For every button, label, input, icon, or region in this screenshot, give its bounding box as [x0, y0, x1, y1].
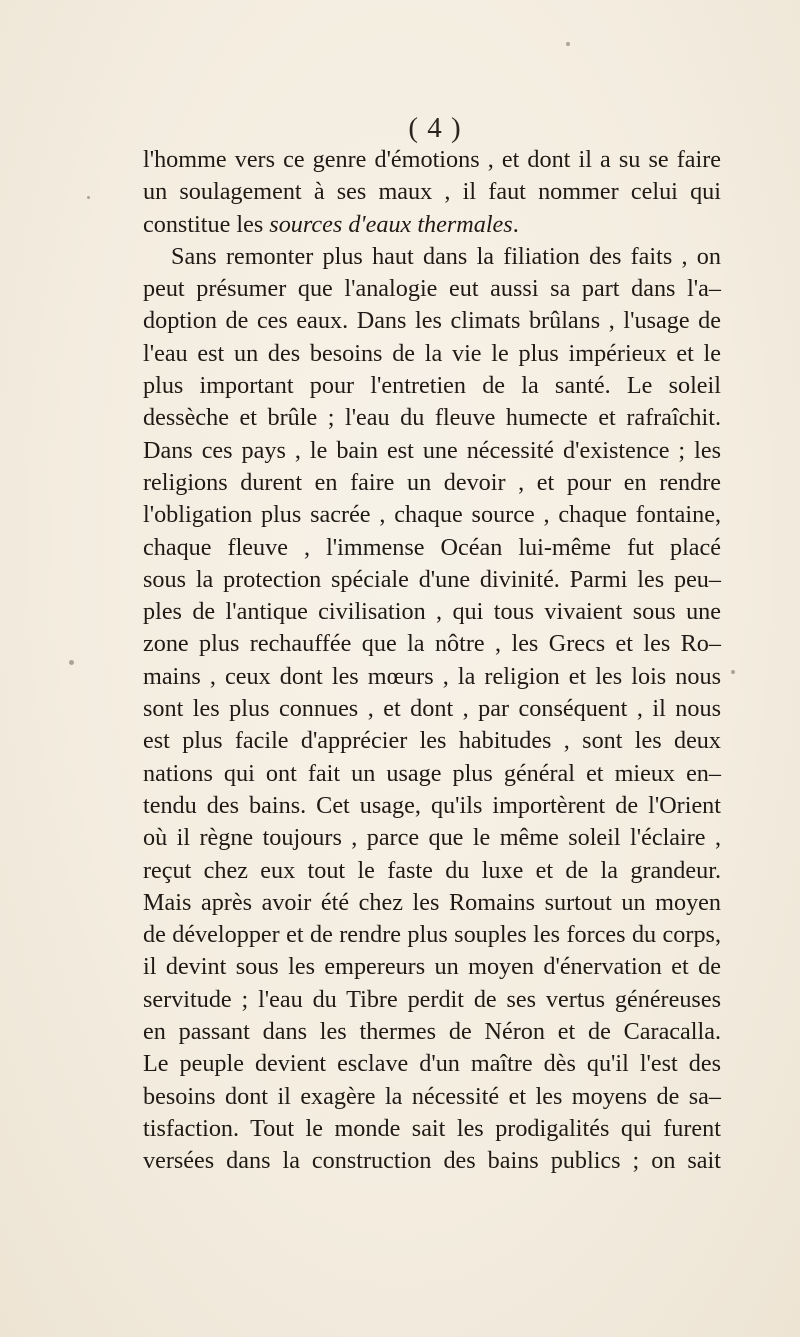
- text-fragment: .: [512, 210, 519, 238]
- text-line: mains , ceux dont les mœurs , la religion et les lois nous: [143, 662, 721, 690]
- text-line: un soulagement à ses maux , il faut nommer celui qui: [143, 178, 721, 206]
- text-line: religions durent en faire un devoir , et pour en rendre: [143, 468, 721, 496]
- text-line: [143, 209, 721, 241]
- text-line: zone plus rechauffée que la nôtre , les Grecs et les Ro–: [143, 630, 721, 658]
- text-line: l'homme vers ce genre d'émotions , et dont il a su se faire: [143, 146, 721, 173]
- text-line: l'eau est un des besoins de la vie le plus impérieux et le: [143, 339, 721, 367]
- text-line: il devint sous les empereurs un moyen d'énervation et de: [143, 953, 721, 981]
- text-line: tisfaction. Tout le monde sait les prodigalités qui furent: [143, 1114, 721, 1142]
- text-line: Sans remonter plus haut dans la filiation des faits , on: [171, 242, 721, 270]
- page-number: ( 4 ): [408, 112, 462, 144]
- text-line: tendu des bains. Cet usage, qu'ils importèrent de l'Orient: [143, 791, 721, 819]
- text-line: besoins dont il exagère la nécessité et les moyens de sa–: [143, 1082, 721, 1110]
- text-line: ples de l'antique civilisation , qui tous vivaient sous une: [143, 598, 721, 626]
- text-line: en passant dans les thermes de Néron et de Caracalla.: [143, 1018, 721, 1046]
- text-line: reçut chez eux tout le faste du luxe et de la grandeur.: [143, 856, 721, 884]
- text-line: Le peuple devient esclave d'un maître dès qu'il l'est des: [143, 1050, 721, 1078]
- text-line: est plus facile d'apprécier les habitudes , sont les deux: [143, 727, 721, 755]
- text-line: où il règne toujours , parce que le même soleil l'éclaire ,: [143, 824, 721, 852]
- italic-phrase: sources d'eaux thermales: [269, 210, 513, 238]
- paper-speck: [69, 660, 74, 665]
- text-line: de développer et de rendre plus souples les forces du corps,: [143, 921, 721, 949]
- paper-speck: [566, 42, 570, 46]
- text-line: Mais après avoir été chez les Romains surtout un moyen: [143, 888, 721, 916]
- text-line: Dans ces pays , le bain est une nécessité d'existence ; les: [143, 436, 721, 464]
- text-line: nations qui ont fait un usage plus général et mieux en–: [143, 759, 721, 787]
- body-text: [143, 144, 721, 1178]
- text-line: peut présumer que l'analogie eut aussi sa part dans l'a–: [143, 275, 721, 303]
- text-line: l'obligation plus sacrée , chaque source , chaque fontaine,: [143, 501, 721, 529]
- text-line: doption de ces eaux. Dans les climats brûlans , l'usage de: [143, 307, 721, 335]
- text-line: versées dans la construction des bains publics ; on sait: [143, 1147, 721, 1175]
- text-line: chaque fleuve , l'immense Océan lui-même fut placé: [143, 533, 721, 561]
- text-line: dessèche et brûle ; l'eau du fleuve humecte et rafraîchit.: [143, 404, 721, 432]
- text-line: sous la protection spéciale d'une divinité. Parmi les peu–: [143, 565, 721, 593]
- text-line: servitude ; l'eau du Tibre perdit de ses vertus généreuses: [143, 985, 721, 1013]
- text-fragment: constitue les: [143, 210, 270, 238]
- text-line: sont les plus connues , et dont , par conséquent , il nous: [143, 695, 721, 723]
- paper-speck: [87, 196, 90, 199]
- paper-speck: [731, 670, 735, 674]
- text-line: plus important pour l'entretien de la santé. Le soleil: [143, 372, 721, 400]
